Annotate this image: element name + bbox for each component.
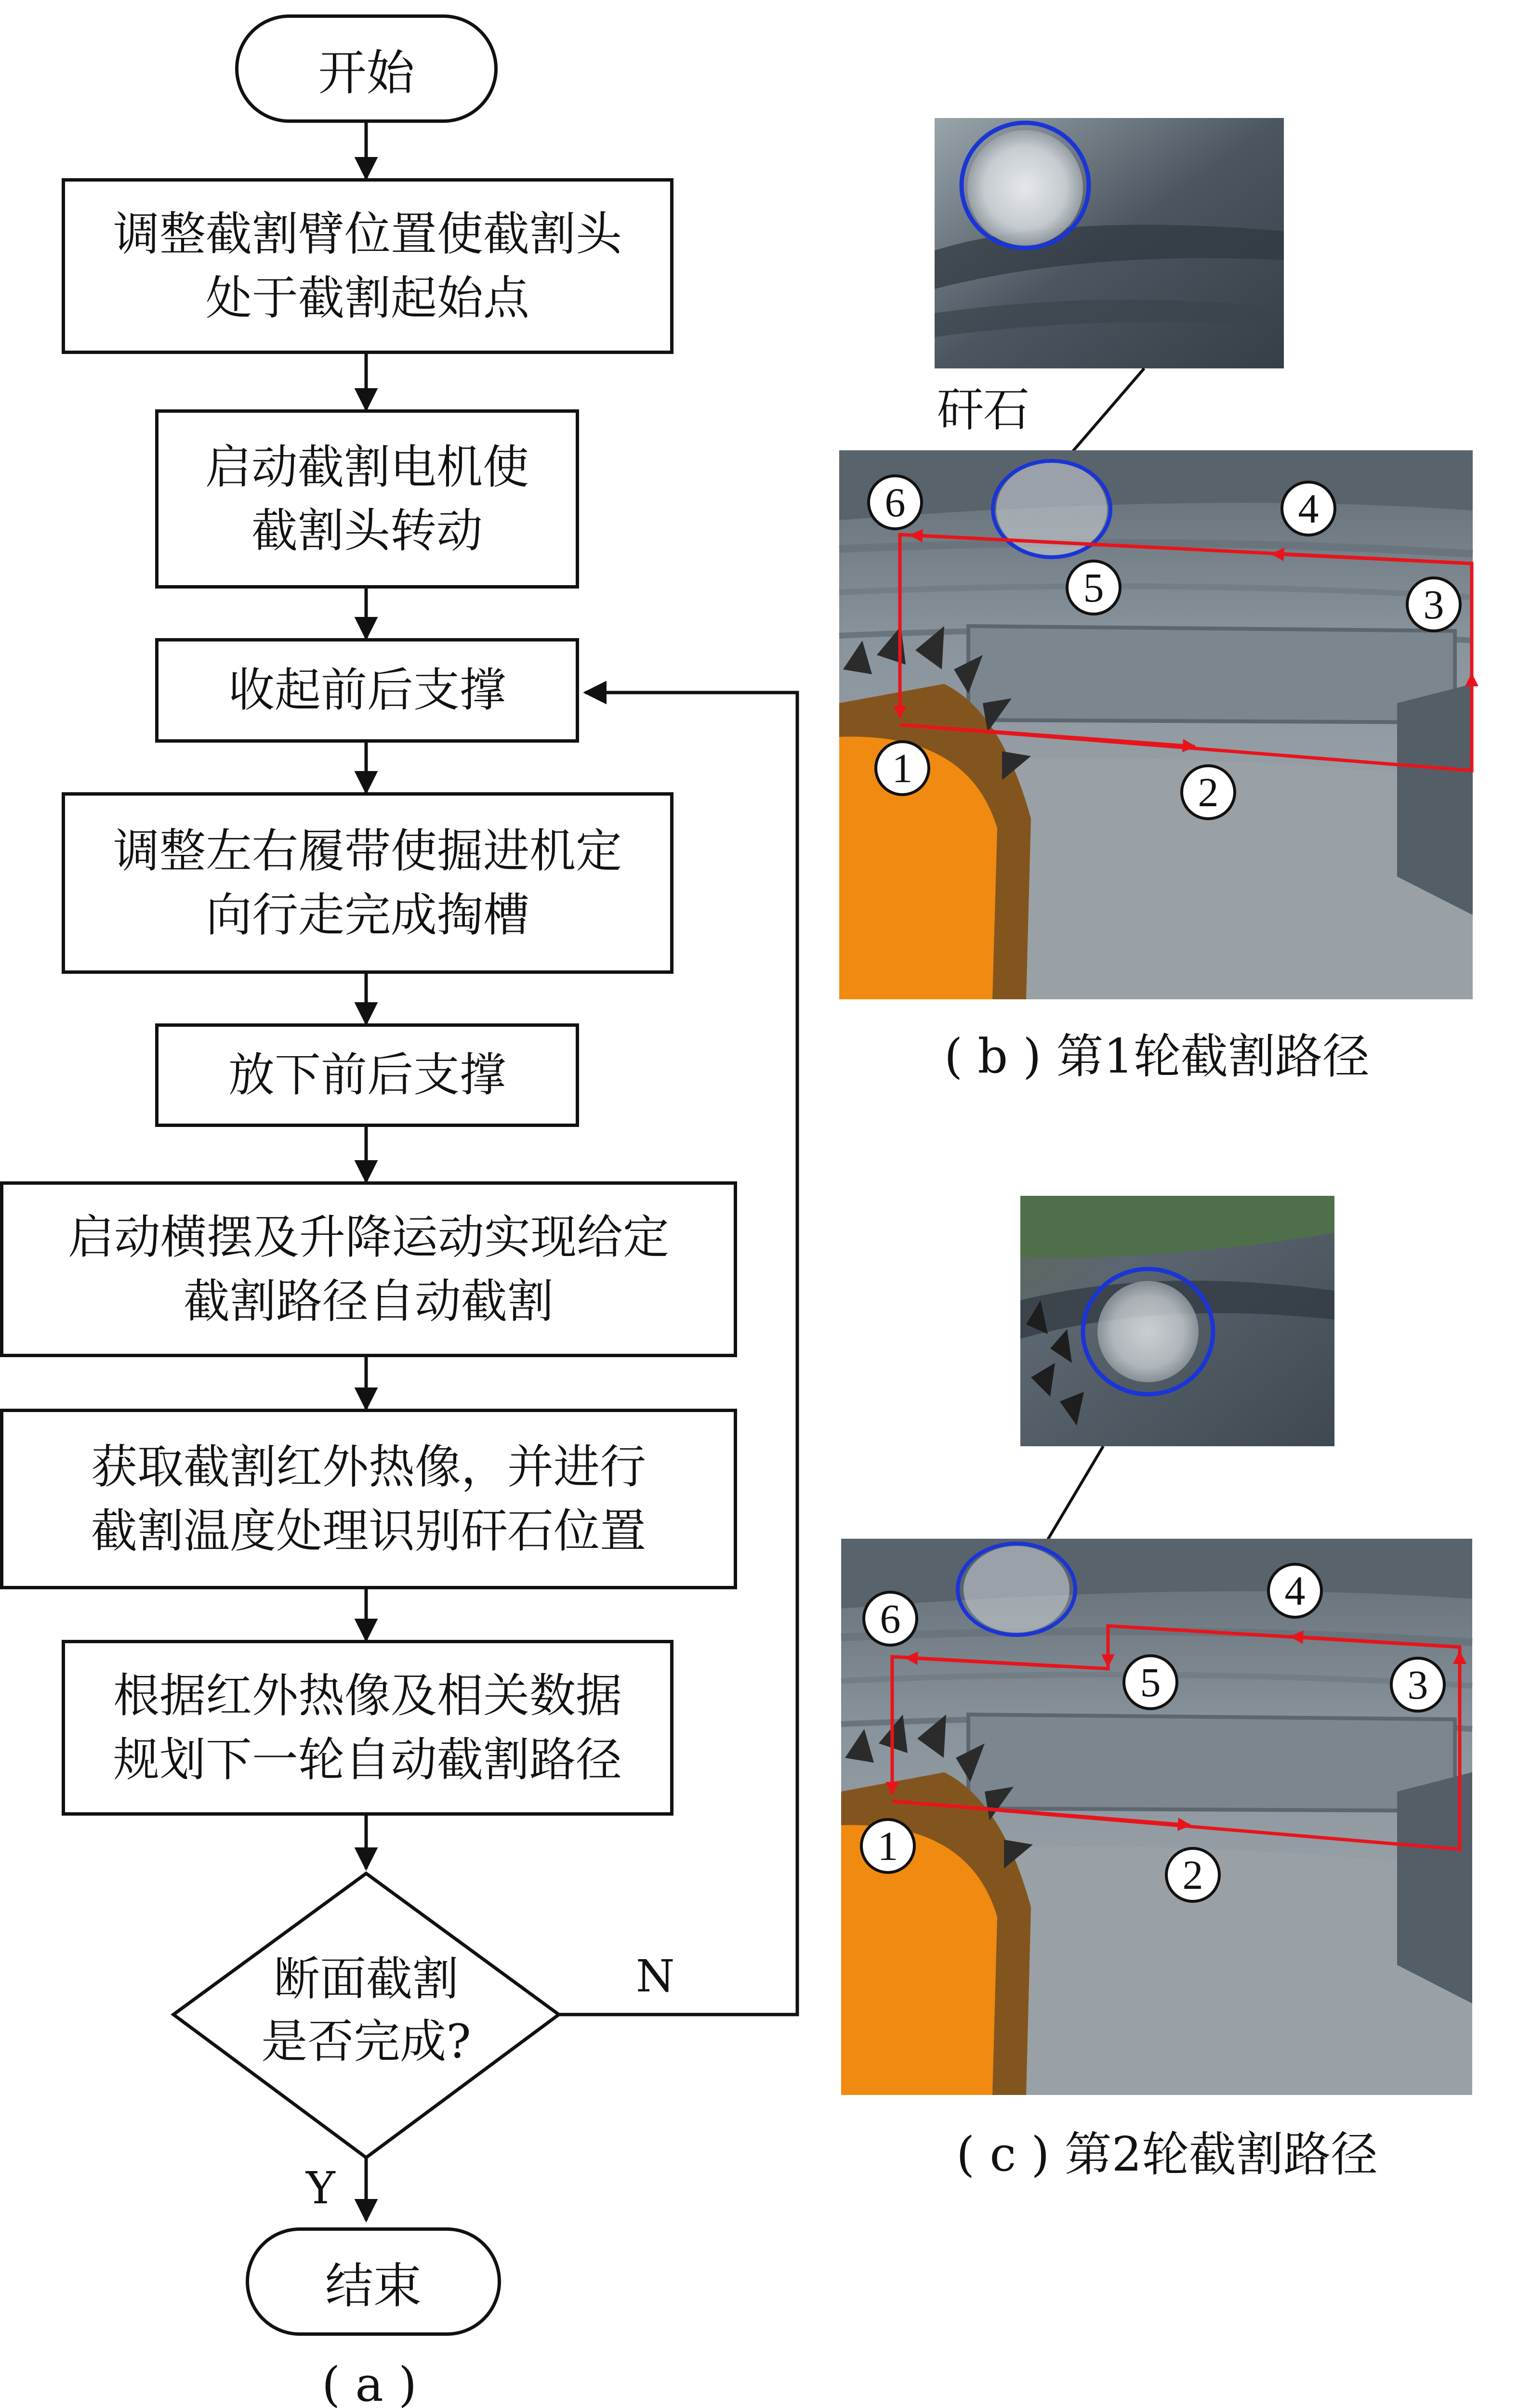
step-1-line1: 调整截割臂位置使截割头 (113, 207, 622, 262)
panel-c-marker-5: 5 (1122, 1654, 1178, 1710)
panel-c-marker-3: 3 (1390, 1657, 1446, 1713)
panel-b-marker-2: 2 (1180, 764, 1236, 820)
step-6-line1: 启动横摆及升降运动实现给定 (68, 1210, 669, 1265)
end-label: 结束 (325, 2257, 422, 2314)
caption-a: ( a ) (322, 2357, 417, 2408)
step-4-line1: 调整左右履带使掘进机定 (113, 824, 622, 878)
panel-c-callout-line (1045, 1446, 1103, 1544)
panel-c-marker-1: 1 (860, 1818, 916, 1874)
panel-c-marker-6: 6 (862, 1591, 918, 1647)
panel-c-main-photo (841, 1539, 1472, 2095)
caption-b: ( b ) 第1轮截割路径 (944, 1029, 1370, 1084)
step-3-line1: 收起前后支撑 (228, 663, 506, 718)
step-1-line2: 处于截割起始点 (206, 271, 529, 325)
panel-b-marker-6: 6 (867, 474, 923, 530)
yes-label: Y (306, 2162, 335, 2214)
panel-b-callout-gangue: 矸石 (937, 383, 1030, 437)
panel-b-marker-5: 5 (1066, 560, 1122, 615)
panel-c-inset-photo (1020, 1196, 1334, 1446)
decision-line2: 是否完成? (261, 2014, 471, 2068)
panel-b-marker-1: 1 (874, 740, 930, 796)
step-4-line2: 向行走完成掏槽 (206, 888, 529, 942)
panel-c-marker-4: 4 (1267, 1563, 1323, 1619)
step-2-line2: 截割头转动 (251, 504, 483, 558)
step-8-line1: 根据红外热像及相关数据 (113, 1669, 622, 1723)
no-label: N (636, 1950, 675, 2002)
step-2-line1: 启动截割电机使 (205, 440, 529, 494)
start-label: 开始 (318, 44, 415, 101)
decision-line1: 断面截割 (274, 1952, 459, 2006)
panel-b-marker-3: 3 (1406, 576, 1462, 632)
step-8-line2: 规划下一轮自动截割路径 (113, 1732, 622, 1787)
caption-c: ( c ) 第2轮截割路径 (956, 2127, 1378, 2182)
panel-c-marker-2: 2 (1165, 1847, 1221, 1903)
step-7-line1: 获取截割红外热像，并进行 (91, 1440, 646, 1494)
panel-b-marker-4: 4 (1280, 481, 1336, 537)
step-6-line2: 截割路径自动截割 (184, 1274, 554, 1328)
step-5-line1: 放下前后支撑 (228, 1048, 506, 1102)
step-7-line2: 截割温度处理识别矸石位置 (91, 1504, 646, 1558)
